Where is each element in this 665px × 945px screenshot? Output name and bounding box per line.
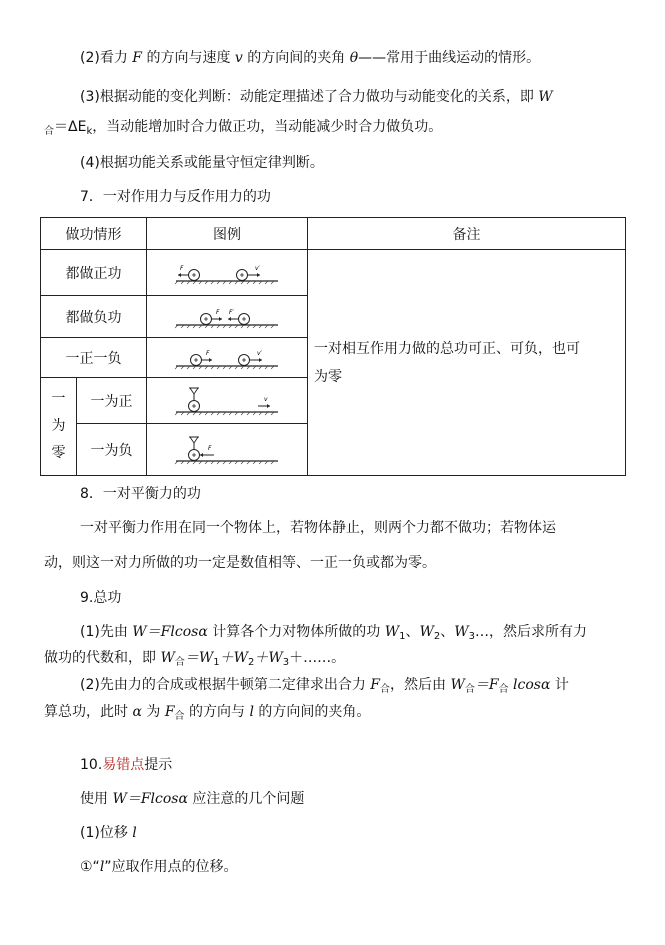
para-9-2-line2 xyxy=(44,702,370,727)
subscript: 3 xyxy=(282,657,290,668)
label-F: F xyxy=(180,264,184,272)
text: (1)先由 xyxy=(80,624,133,640)
text: 计算各个力对物体所做的功 xyxy=(207,624,385,640)
symbol-l: l xyxy=(249,704,254,720)
text: 、 xyxy=(440,624,455,640)
para-8-line2: 动，则这一对力所做的功一定是数值相等、一正一负或都为零。 xyxy=(44,555,436,571)
subscript: 合 xyxy=(464,684,475,695)
symbol-theta: θ xyxy=(349,50,359,66)
text: 的方向间的夹角。 xyxy=(253,704,371,720)
symbol-W: W xyxy=(384,624,400,640)
row-label: 一正一负 xyxy=(41,338,147,378)
para-10 xyxy=(80,789,304,809)
text: ＝F xyxy=(474,677,499,693)
symbol-W: W xyxy=(454,624,469,640)
text: 使用 xyxy=(80,791,113,807)
symbol-F: F xyxy=(164,704,175,720)
text: (3)根据动能的变化判断：动能定理描述了合力做功与动能变化的关系，即 xyxy=(80,89,539,105)
text: ＋W xyxy=(254,650,283,666)
para-9-1-line2 xyxy=(44,648,345,673)
text: 做功的代数和，即 xyxy=(44,650,161,666)
row-label: 都做负功 xyxy=(41,296,147,338)
formula: W＝Flcosα xyxy=(132,624,208,640)
text: ”应取作用点的位移。 xyxy=(104,859,238,875)
text: …，然后求所有力 xyxy=(474,624,587,640)
both-negative-figure xyxy=(172,305,282,329)
section-10-heading xyxy=(80,755,172,775)
one-positive-one-negative-figure xyxy=(172,346,282,370)
para-8-line1: 一对平衡力作用在同一个物体上，若物体静止，则两个力都不做功；若物体运 xyxy=(80,520,556,536)
section-7-heading: 7．一对作用力与反作用力的功 xyxy=(80,189,271,205)
text: ，当动能增加时合力做正功，当动能减少时合力做负功。 xyxy=(92,119,443,135)
subscript: 2 xyxy=(248,657,255,668)
text: 10. xyxy=(80,757,103,773)
text: ＝ΔE xyxy=(54,119,87,135)
note-line: 为零 xyxy=(314,368,342,385)
header-cell: 做功情形 xyxy=(41,218,147,250)
subscript: 2 xyxy=(433,631,441,642)
para-3-line2 xyxy=(44,117,442,142)
symbol-W: W xyxy=(538,89,553,105)
one-negative-figure xyxy=(172,435,282,465)
symbol-alpha: α xyxy=(132,704,142,720)
para-9-1-line1 xyxy=(80,622,587,647)
subscript: 合 xyxy=(174,711,185,722)
text: 提示 xyxy=(144,757,173,773)
symbol-v: v xyxy=(234,50,243,66)
symbol-W: W xyxy=(160,650,175,666)
text: ＝W xyxy=(184,650,214,666)
label-v: v xyxy=(264,395,268,403)
subscript: 合 xyxy=(44,126,54,137)
label-F: F xyxy=(208,444,212,452)
row-label: 一为负 xyxy=(77,424,147,476)
text: ，然后由 xyxy=(390,677,451,693)
symbol-F: F xyxy=(132,50,142,66)
text: 应注意的几个问题 xyxy=(187,791,305,807)
label-vp: v′ xyxy=(255,264,260,272)
text: (2)看力 xyxy=(80,50,133,66)
zero-char: 一 xyxy=(51,391,66,407)
figure-cell xyxy=(147,296,308,338)
para-9-2-line1 xyxy=(80,675,569,700)
para-2 xyxy=(80,48,540,68)
text: ＋……。 xyxy=(289,650,346,666)
text: (2)先由力的合成或根据牛顿第二定律求出合力 xyxy=(80,677,371,693)
subscript: 合 xyxy=(174,657,185,668)
row-label: 一为正 xyxy=(77,378,147,424)
subscript: 合 xyxy=(380,684,390,695)
zero-char: 为 xyxy=(51,418,66,434)
header-cell: 图例 xyxy=(147,218,308,250)
text: ——常用于曲线运动的情形。 xyxy=(358,50,541,66)
para-4: (4)根据功能关系或能量守恒定律判断。 xyxy=(80,155,324,171)
label-Fp: F′ xyxy=(229,308,234,316)
text: 、 xyxy=(405,624,420,640)
label-F: F xyxy=(216,308,220,316)
item-1-1 xyxy=(80,857,238,877)
one-positive-figure xyxy=(172,386,282,416)
formula: lcosα xyxy=(508,677,551,693)
text: ①“ xyxy=(80,859,100,875)
label-F: F xyxy=(206,349,210,357)
row-label: 都做正功 xyxy=(41,250,147,296)
text: 为 xyxy=(141,704,165,720)
text: 的方向间的夹角 xyxy=(242,50,350,66)
figure-cell xyxy=(147,424,308,476)
section-8-heading: 8．一对平衡力的功 xyxy=(80,486,201,502)
text: 的方向与 xyxy=(184,704,250,720)
text: (1)位移 xyxy=(80,825,133,841)
figure-cell xyxy=(147,338,308,378)
text: 的方向与速度 xyxy=(142,50,235,66)
item-1 xyxy=(80,823,137,843)
label-vp: v′ xyxy=(257,349,262,357)
note-line: 一对相互作用力做的总功可正、可负，也可 xyxy=(314,340,580,357)
symbol-l: l xyxy=(132,825,137,841)
subscript: 合 xyxy=(498,684,509,695)
subscript: 3 xyxy=(468,631,475,642)
both-positive-figure xyxy=(172,261,282,285)
header-cell: 备注 xyxy=(308,218,626,250)
zero-label-cell xyxy=(41,378,77,476)
figure-cell xyxy=(147,378,308,424)
formula: W＝Flcosα xyxy=(112,791,188,807)
subscript: k xyxy=(86,126,93,137)
subscript: 1 xyxy=(213,657,220,668)
section-9-heading: 9.总功 xyxy=(80,590,122,606)
note-cell xyxy=(308,250,626,476)
text: ＋W xyxy=(219,650,248,666)
zero-char: 零 xyxy=(51,445,66,461)
subscript: 1 xyxy=(399,631,406,642)
work-table xyxy=(40,217,626,476)
symbol-l: l xyxy=(99,859,105,875)
symbol-W: W xyxy=(419,624,434,640)
para-3-line1 xyxy=(80,87,553,107)
text: 计 xyxy=(550,677,569,693)
symbol-F: F xyxy=(370,677,380,693)
symbol-W: W xyxy=(450,677,465,693)
highlight-text: 易错点 xyxy=(102,757,145,773)
figure-cell xyxy=(147,250,308,296)
text: 算总功，此时 xyxy=(44,704,133,720)
